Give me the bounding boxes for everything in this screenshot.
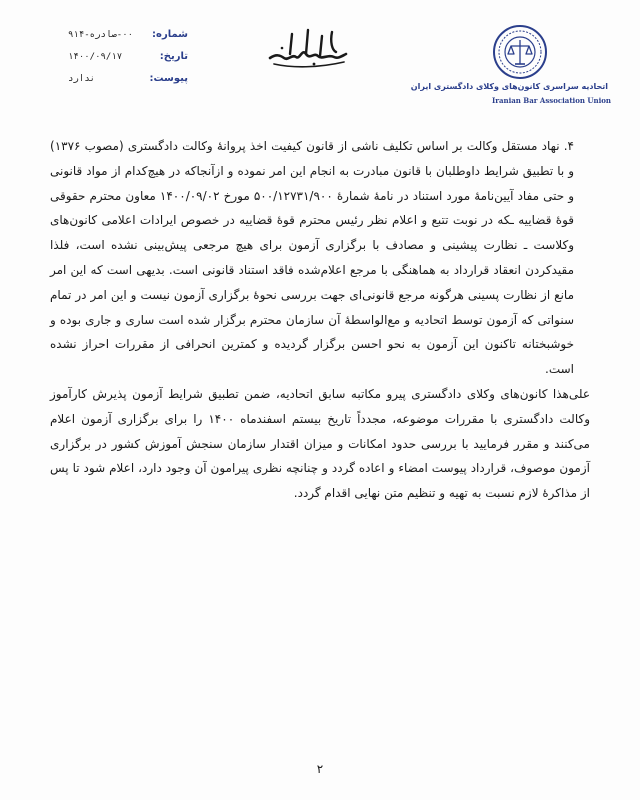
letter-meta — [68, 24, 188, 90]
meta-row-date — [68, 46, 188, 68]
meta-value: ندارد — [68, 74, 96, 84]
meta-value: ۰۰-صادره-۹۱۴ — [68, 30, 134, 40]
meta-label: پیوست: — [149, 73, 188, 84]
paragraph-conclusion: علی‌هذا کانون‌های وکلای دادگستری پیرو مکاتبه سابق اتحادیه، ضمن تطبیق شرایط آزمون پذیرش کارآموز وکالت دادگستری با مقررات موضوعه، مجدداً تاریخ بیستم اسفندماه ۱۴۰۰ را برای برگزاری آزمون اعلام می‌کنند و مقرر فرمایید با بررسی حدود امکانات و میزان اقتدار سازمان سنجش آموزش کشور در برگزاری آزمون موصوف، قرارداد پیوست امضاء و اعاده گردد و چنانچه نظری پیرامون آن وجود دارد، اعلام شود تا پس از مذاکرهٔ لازم نسبت به تهیه و تنظیم متن نهایی اقدام گردد. — [50, 386, 591, 501]
bismillah-calligraphy — [262, 24, 352, 70]
page-number: ۲ — [316, 762, 324, 776]
paragraph-item-4: ۴. نهاد مستقل وکالت بر اساس تکلیف ناشی از قانون کیفیت اخذ پروانهٔ وکالت دادگستری (مصوب ۱۳۷۶) و با تطبیق شرایط داوطلبان با قانون مبادرت به انجام این امر نموده و ازآنجاکه در هیچ‌کدام از مواد قانونی و حتی مفاد آیین‌نامهٔ مورد استناد در نامهٔ شمارهٔ ۵۰۰/۱۲۷۳۱/۹۰۰ مورخ ۱۴۰۰/۰۹/۰۲ معاون محترم حقوقی قوهٔ قضاییه ـکه در نوبت تتبع و اعلام نظر رئیس محترم قوهٔ قضاییه در خصوص ایرادات اعلامی کانون‌های وکلاست ـ نظارت پیشینی و مصادف با برگزاری آزمون برای هیچ مرجعی پیش‌بینی نشده است، فلذا مقید‌کردن انعقاد قرارداد به هماهنگی با مرجع اعلام‌شده فاقد استناد قانونی است. بدیهی است که این امر مانع از نظارت پسینی هرگونه مرجع قانونی‌ای جهت بررسی نحوهٔ برگزاری آزمون نیست و این امر در تمام سنواتی که آزمون توسط اتحادیه و مع‌الواسطهٔ آن سازمان محترم برگزار شده است ساری و جاری بوده و خوشبختانه تاکنون این آزمون به نحو احسن برگزار گردیده و کمترین انحرافی از مقررات احراز نشده است. — [50, 139, 574, 377]
meta-row-number — [68, 24, 188, 46]
bismillah-drawing — [262, 24, 352, 70]
letter-body — [50, 134, 590, 506]
meta-row-attachment — [68, 68, 188, 90]
meta-label: شماره: — [152, 29, 188, 40]
association-logo — [410, 18, 612, 118]
logo-name-fa: اتحادیه سراسری کانون‌های وکلای دادگستری ایران — [410, 82, 608, 91]
meta-label: تاریخ: — [159, 51, 188, 62]
meta-value: ۱۴۰۰/۰۹/۱۷ — [68, 52, 123, 62]
emblem-icon — [492, 24, 548, 80]
logo-name-en: Iranian Bar Association Union — [492, 96, 612, 105]
